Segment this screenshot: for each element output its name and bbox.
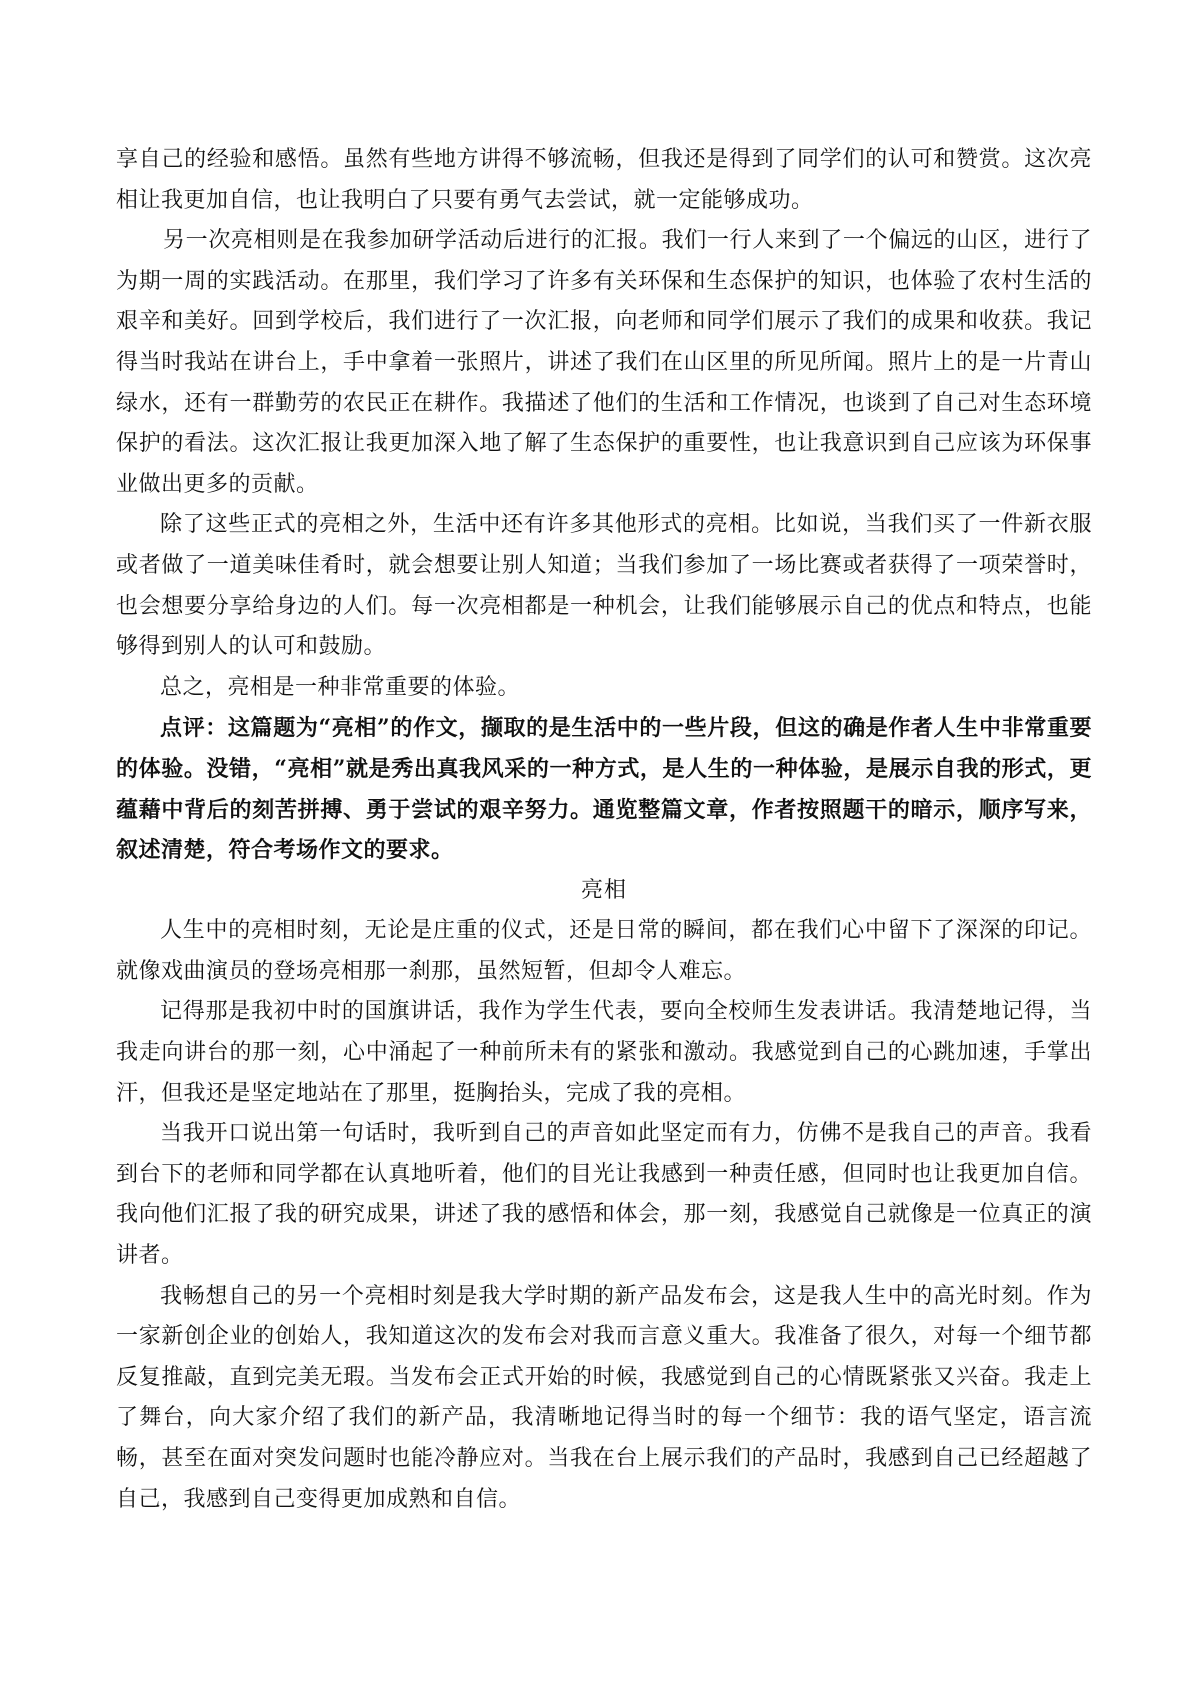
paragraph-flag-speech: 记得那是我初中时的国旗讲话，我作为学生代表，要向全校师生发表讲话。我清楚地记得，当我走向讲台的那一刻，心中涌起了一种前所未有的紧张和激动。我感觉到自己的心跳加速，手掌出汗，但我还是坚定地站在了那里，挺胸抬头，完成了我的亮相。 bbox=[116, 999, 1092, 1106]
paragraph-other-forms: 除了这些正式的亮相之外，生活中还有许多其他形式的亮相。比如说，当我们买了一件新衣服或者做了一道美味佳肴时，就会想要让别人知道；当我们参加了一场比赛或者获得了一项荣誉时，也会想要分享给身边的人们。每一次亮相都是一种机会，让我们能够展示自己的优点和特点，也能够得到别人的认可和鼓励。 bbox=[116, 512, 1092, 660]
paragraph-first-words: 当我开口说出第一句话时，我听到自己的声音如此坚定而有力，仿佛不是我自己的声音。我看到台下的老师和同学都在认真地听着，他们的目光让我感到一种责任感，但同时也让我更加自信。我向他们汇报了我的研究成果，讲述了我的感悟和体会，那一刻，我感觉自己就像是一位真正的演讲者。 bbox=[116, 1121, 1092, 1269]
document-body bbox=[116, 140, 1092, 1520]
paragraph-continuation: 享自己的经验和感悟。虽然有些地方讲得不够流畅，但我还是得到了同学们的认可和赞赏。这次亮相让我更加自信，也让我明白了只要有勇气去尝试，就一定能够成功。 bbox=[116, 147, 1092, 213]
paragraph-product-launch: 我畅想自己的另一个亮相时刻是我大学时期的新产品发布会，这是我人生中的高光时刻。作为一家新创企业的创始人，我知道这次的发布会对我而言意义重大。我准备了很久，对每一个细节都反复推敲，直到完美无瑕。当发布会正式开始的时候，我感觉到自己的心情既紧张又兴奋。我走上了舞台，向大家介绍了我们的新产品，我清晰地记得当时的每一个细节：我的语气坚定，语言流畅，甚至在面对突发问题时也能冷静应对。当我在台上展示我们的产品时，我感到自己已经超越了自己，我感到自己变得更加成熟和自信。 bbox=[116, 1283, 1092, 1512]
paragraph-research-report: 另一次亮相则是在我参加研学活动后进行的汇报。我们一行人来到了一个偏远的山区，进行了为期一周的实践活动。在那里，我们学习了许多有关环保和生态保护的知识，也体验了农村生活的艰辛和美好。回到学校后，我们进行了一次汇报，向老师和同学们展示了我们的成果和收获。我记得当时我站在讲台上，手中拿着一张照片，讲述了我们在山区里的所见所闻。照片上的是一片青山绿水，还有一群勤劳的农民正在耕作。我描述了他们的生活和工作情况，也谈到了自己对生态环境保护的看法。这次汇报让我更加深入地了解了生态保护的重要性，也让我意识到自己应该为环保事业做出更多的贡献。 bbox=[116, 228, 1092, 497]
paragraph-intro: 人生中的亮相时刻，无论是庄重的仪式，还是日常的瞬间，都在我们心中留下了深深的印记。就像戏曲演员的登场亮相那一刹那，虽然短暂，但却令人难忘。 bbox=[116, 918, 1092, 984]
essay-title: 亮相 bbox=[580, 877, 627, 903]
comment-paragraph: 点评：这篇题为“亮相”的作文，撷取的是生活中的一些片段，但这的确是作者人生中非常重要的体验。没错，“亮相”就是秀出真我风采的一种方式，是人生的一种体验，是展示自我的形式，更蕴藉中背后的刻苦拼搏、勇于尝试的艰辛努力。通览整篇文章，作者按照题干的暗示，顺序写来，叙述清楚，符合考场作文的要求。 bbox=[116, 715, 1092, 864]
paragraph-conclusion: 总之，亮相是一种非常重要的体验。 bbox=[160, 674, 521, 700]
